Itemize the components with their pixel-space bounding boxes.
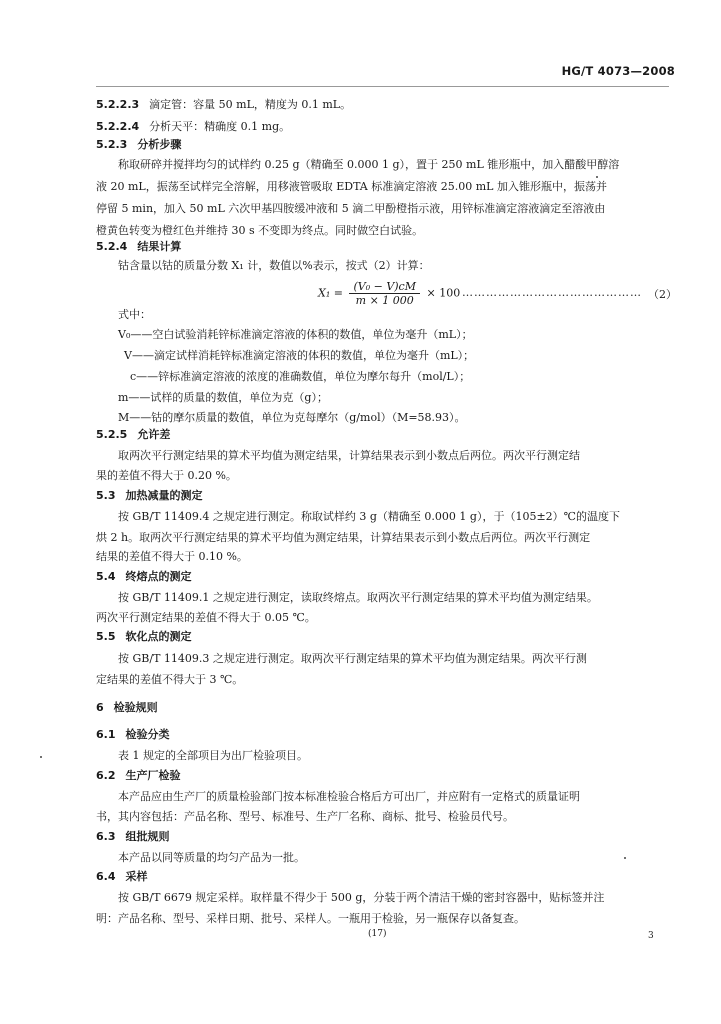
clause-number: 5.4 xyxy=(96,570,116,583)
scan-speck xyxy=(596,176,598,178)
paragraph-line: 停留 5 min，加入 50 mL 六次甲基四胺缓冲液和 5 滴二甲酚橙指示液，用锌标准滴定溶液滴定至溶液由 xyxy=(96,202,606,215)
clause-number: 5.5 xyxy=(96,630,116,643)
paragraph-line: 定结果的差值不得大于 3 ℃。 xyxy=(96,673,244,686)
clause-number: 5.2.4 xyxy=(96,240,128,253)
standard-number: HG/T 4073—2008 xyxy=(561,64,675,78)
paragraph-line: 按 GB/T 11409.4 之规定进行测定。称取试样约 3 g（精确至 0.000 1 g），于（105±2）℃的温度下 xyxy=(118,510,620,523)
clause-number: 5.3 xyxy=(96,489,116,502)
paragraph-line: 钴含量以钴的质量分数 X₁ 计，数值以%表示，按式（2）计算： xyxy=(118,259,430,272)
formula-numerator: (V₀ − V)cM xyxy=(349,280,420,294)
scan-speck xyxy=(40,756,42,758)
variable-definition: c——锌标准滴定溶液的浓度的准确数值，单位为摩尔每升（mol/L）； xyxy=(130,370,471,383)
paragraph-line: 按 GB/T 11409.1 之规定进行测定，读取终熔点。取两次平行测定结果的算术平均值为测定结果。 xyxy=(118,591,598,604)
equation-number: （2） xyxy=(648,288,677,301)
variable-definition: m——试样的质量的数值，单位为克（g）； xyxy=(118,391,328,404)
paragraph-line: 明：产品名称、型号、采样日期、批号、采样人。一瓶用于检验，另一瓶保存以备复查。 xyxy=(96,912,525,925)
heading-title: 生产厂检验 xyxy=(125,769,181,782)
footer-sequence-number: (17) xyxy=(368,929,387,939)
heading-5-5 xyxy=(96,630,192,644)
clause-number: 6.4 xyxy=(96,870,116,883)
variable-definition: V——滴定试样消耗锌标准滴定溶液的体积的数值，单位为毫升（mL）； xyxy=(124,349,475,362)
heading-5-2-3 xyxy=(96,138,181,152)
heading-title: 终熔点的测定 xyxy=(125,570,192,583)
clause-number: 6.1 xyxy=(96,728,116,741)
paragraph-line: 液 20 mL，振荡至试样完全溶解，用移液管吸取 EDTA 标准滴定溶液 25.00 mL 加入锥形瓶中，振荡并 xyxy=(96,180,607,193)
heading-title: 组批规则 xyxy=(125,830,170,843)
paragraph-line: 表 1 规定的全部项目为出厂检验项目。 xyxy=(118,749,308,762)
paragraph-line: 本产品应由生产厂的质量检验部门按本标准检验合格后方可出厂，并应附有一定格式的质量证明 xyxy=(118,790,580,803)
clause-number: 5.2.2.4 xyxy=(96,120,140,133)
heading-title: 分析步骤 xyxy=(137,138,182,151)
paragraph-line: 两次平行测定结果的差值不得大于 0.05 ℃。 xyxy=(96,611,316,624)
paragraph-line: 橙黄色转变为橙红色并维持 30 s 不变即为终点。同时做空白试验。 xyxy=(96,224,424,237)
clause-5-2-2-3 xyxy=(96,98,351,112)
heading-5-3 xyxy=(96,489,203,503)
formula-2 xyxy=(318,280,460,307)
formula-tail: × 100 xyxy=(426,286,461,300)
heading-6-2 xyxy=(96,769,181,783)
clause-number: 6.2 xyxy=(96,769,116,782)
formula-lhs: X₁ = xyxy=(318,286,343,300)
paragraph-line: 称取研碎并搅拌均匀的试样约 0.25 g（精确至 0.000 1 g），置于 250 mL 锥形瓶中，加入醋酸甲醇溶 xyxy=(118,158,620,171)
variable-definition: M——钴的摩尔质量的数值，单位为克每摩尔（g/mol）（M=58.93）。 xyxy=(118,411,466,424)
heading-5-2-5 xyxy=(96,428,170,442)
clause-number: 5.2.2.3 xyxy=(96,98,140,111)
paragraph-line: 烘 2 h。取两次平行测定结果的算术平均值为测定结果，计算结果表示到小数点后两位。两次平行测定 xyxy=(96,531,591,544)
paragraph-line: 果的差值不得大于 0.20 %。 xyxy=(96,469,237,482)
paragraph-line: 取两次平行测定结果的算术平均值为测定结果，计算结果表示到小数点后两位。两次平行测定结 xyxy=(118,449,580,462)
heading-title: 结果计算 xyxy=(137,240,182,253)
heading-6-4 xyxy=(96,870,148,884)
heading-title: 检验规则 xyxy=(113,701,158,714)
clause-number: 6 xyxy=(96,701,104,714)
formula-fraction xyxy=(349,280,420,307)
paragraph-line: 书，其内容包括：产品名称、型号、标准号、生产厂名称、商标、批号、检验员代号。 xyxy=(96,810,514,823)
heading-5-2-4 xyxy=(96,240,181,254)
heading-5-4 xyxy=(96,570,192,584)
heading-title: 检验分类 xyxy=(125,728,170,741)
clause-number: 5.2.5 xyxy=(96,428,128,441)
page-number: 3 xyxy=(648,931,654,941)
formula-denominator: m × 1 000 xyxy=(355,294,414,307)
variable-definition: V₀——空白试验消耗锌标准滴定溶液的体积的数值，单位为毫升（mL）； xyxy=(118,328,473,341)
header-rule xyxy=(96,86,669,87)
heading-title: 加热减量的测定 xyxy=(125,489,203,502)
paragraph-line: 按 GB/T 11409.3 之规定进行测定。取两次平行测定结果的算术平均值为测定结果。两次平行测 xyxy=(118,652,587,665)
clause-5-2-2-4 xyxy=(96,120,290,134)
heading-6-3 xyxy=(96,830,170,844)
clause-number: 5.2.3 xyxy=(96,138,128,151)
heading-6-1 xyxy=(96,728,170,742)
heading-title: 软化点的测定 xyxy=(125,630,192,643)
paragraph-line: 本产品以同等质量的均匀产品为一批。 xyxy=(118,851,305,864)
heading-6 xyxy=(96,701,158,715)
paragraph-line: 按 GB/T 6679 规定采样。取样量不得少于 500 g，分装于两个清洁干燥的密封容器中，贴标签并注 xyxy=(118,891,605,904)
scan-speck xyxy=(624,857,626,859)
where-label: 式中： xyxy=(118,308,151,321)
heading-title: 采样 xyxy=(125,870,148,883)
clause-number: 6.3 xyxy=(96,830,116,843)
heading-title: 允许差 xyxy=(137,428,171,441)
paragraph-line: 结果的差值不得大于 0.10 %。 xyxy=(96,550,248,563)
formula-leader-dots: ……………………………………… xyxy=(462,286,642,299)
clause-text: 滴定管：容量 50 mL，精度为 0.1 mL。 xyxy=(149,98,352,111)
clause-text: 分析天平：精确度 0.1 mg。 xyxy=(149,120,291,133)
